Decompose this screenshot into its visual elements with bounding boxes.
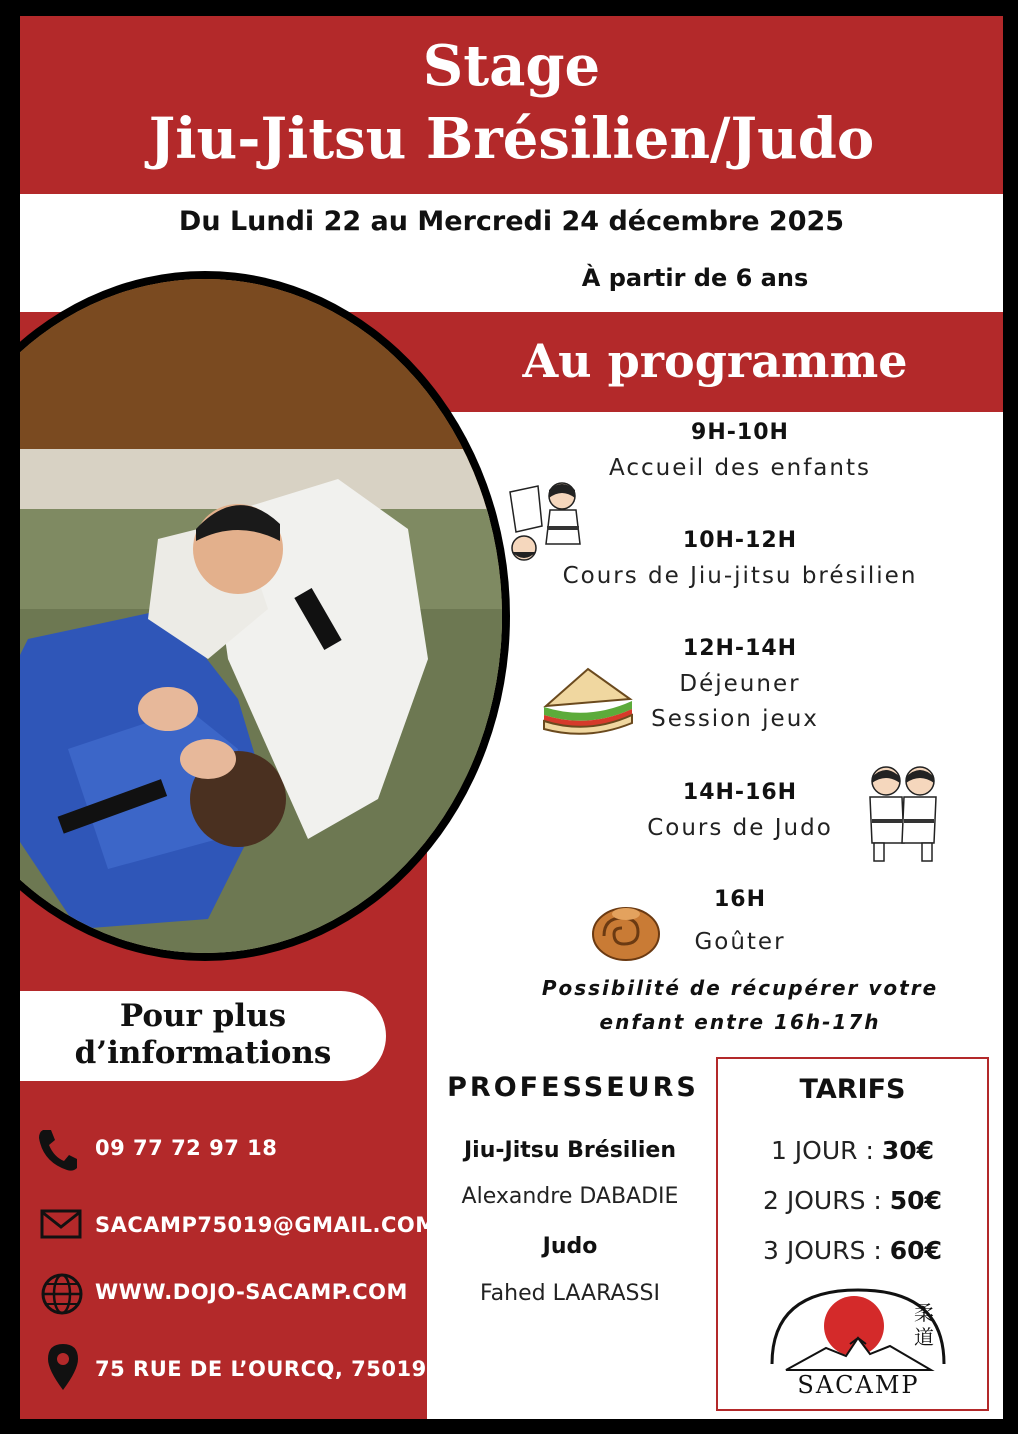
professor-discipline-2: Judo <box>542 1234 598 1259</box>
sandwich-icon <box>538 661 638 736</box>
professor-discipline-1: Jiu-Jitsu Brésilien <box>463 1138 677 1163</box>
program-time-5: 16H <box>713 887 767 912</box>
program-activity-3b: Session jeux <box>651 706 819 732</box>
info-heading-line-2: d’informations <box>74 1035 332 1071</box>
age-requirement: À partir de 6 ans <box>581 264 809 292</box>
sacamp-logo-text: SACAMP <box>797 1371 920 1399</box>
tarif-price-3: 60€ <box>889 1236 942 1265</box>
mail-icon <box>40 1209 82 1239</box>
program-time-4: 14H-16H <box>682 780 798 805</box>
pickup-note-line-2: enfant entre 16h-17h <box>599 1010 881 1034</box>
program-activity-4: Cours de Judo <box>647 815 833 841</box>
logo-kanji-1: 柔 <box>914 1301 934 1325</box>
pickup-note-line-1: Possibilité de récupérer votre <box>541 976 939 1000</box>
program-time-2: 10H-12H <box>682 528 798 553</box>
contact-address: 75 RUE DE L’OURCQ, 75019 <box>95 1357 427 1381</box>
tarif-row-2 <box>716 1186 989 1215</box>
program-activity-5: Goûter <box>694 929 786 955</box>
pickup-note <box>490 971 990 1039</box>
program-heading: Au programme <box>522 334 908 388</box>
tarif-row-3 <box>716 1236 989 1265</box>
phone-icon <box>37 1128 77 1172</box>
tarif-label-1: 1 JOUR : <box>770 1136 874 1165</box>
contact-email[interactable]: SACAMP75019@GMAIL.COM <box>95 1213 437 1237</box>
tarif-row-1 <box>716 1136 989 1165</box>
info-heading-line-1: Pour plus <box>119 998 287 1034</box>
program-time-3: 12H-14H <box>682 636 798 661</box>
location-pin-icon <box>46 1342 80 1392</box>
tarif-label-3: 3 JOURS : <box>763 1236 882 1265</box>
program-activity-2: Cours de Jiu-jitsu brésilien <box>562 563 918 589</box>
tarif-label-2: 2 JOURS : <box>763 1186 882 1215</box>
title-line-2: Jiu-Jitsu Brésilien/Judo <box>148 106 875 172</box>
children-judo-pair-icon <box>858 761 948 866</box>
pastry-icon <box>590 900 662 964</box>
professor-name-2: Fahed LAARASSI <box>480 1281 660 1306</box>
logo-kanji-2: 道 <box>914 1325 934 1349</box>
title-line-1: Stage <box>422 33 601 99</box>
info-heading <box>20 998 386 1072</box>
tarifs-heading: TARIFS <box>799 1074 906 1105</box>
sacamp-logo-icon <box>766 1286 951 1376</box>
flyer <box>20 16 1003 1419</box>
professor-name-1: Alexandre DABADIE <box>461 1184 679 1209</box>
professors-heading: PROFESSEURS <box>447 1072 699 1103</box>
dates: Du Lundi 22 au Mercredi 24 décembre 2025 <box>178 206 845 237</box>
tarif-price-2: 50€ <box>889 1186 942 1215</box>
globe-icon <box>40 1272 84 1316</box>
program-activity-1: Accueil des enfants <box>609 455 871 481</box>
contact-website[interactable]: WWW.DOJO-SACAMP.COM <box>95 1280 408 1304</box>
tarif-price-1: 30€ <box>881 1136 935 1165</box>
program-activity-3a: Déjeuner <box>679 671 801 697</box>
contact-phone[interactable]: 09 77 72 97 18 <box>95 1136 278 1160</box>
program-time-1: 9H-10H <box>691 420 789 445</box>
